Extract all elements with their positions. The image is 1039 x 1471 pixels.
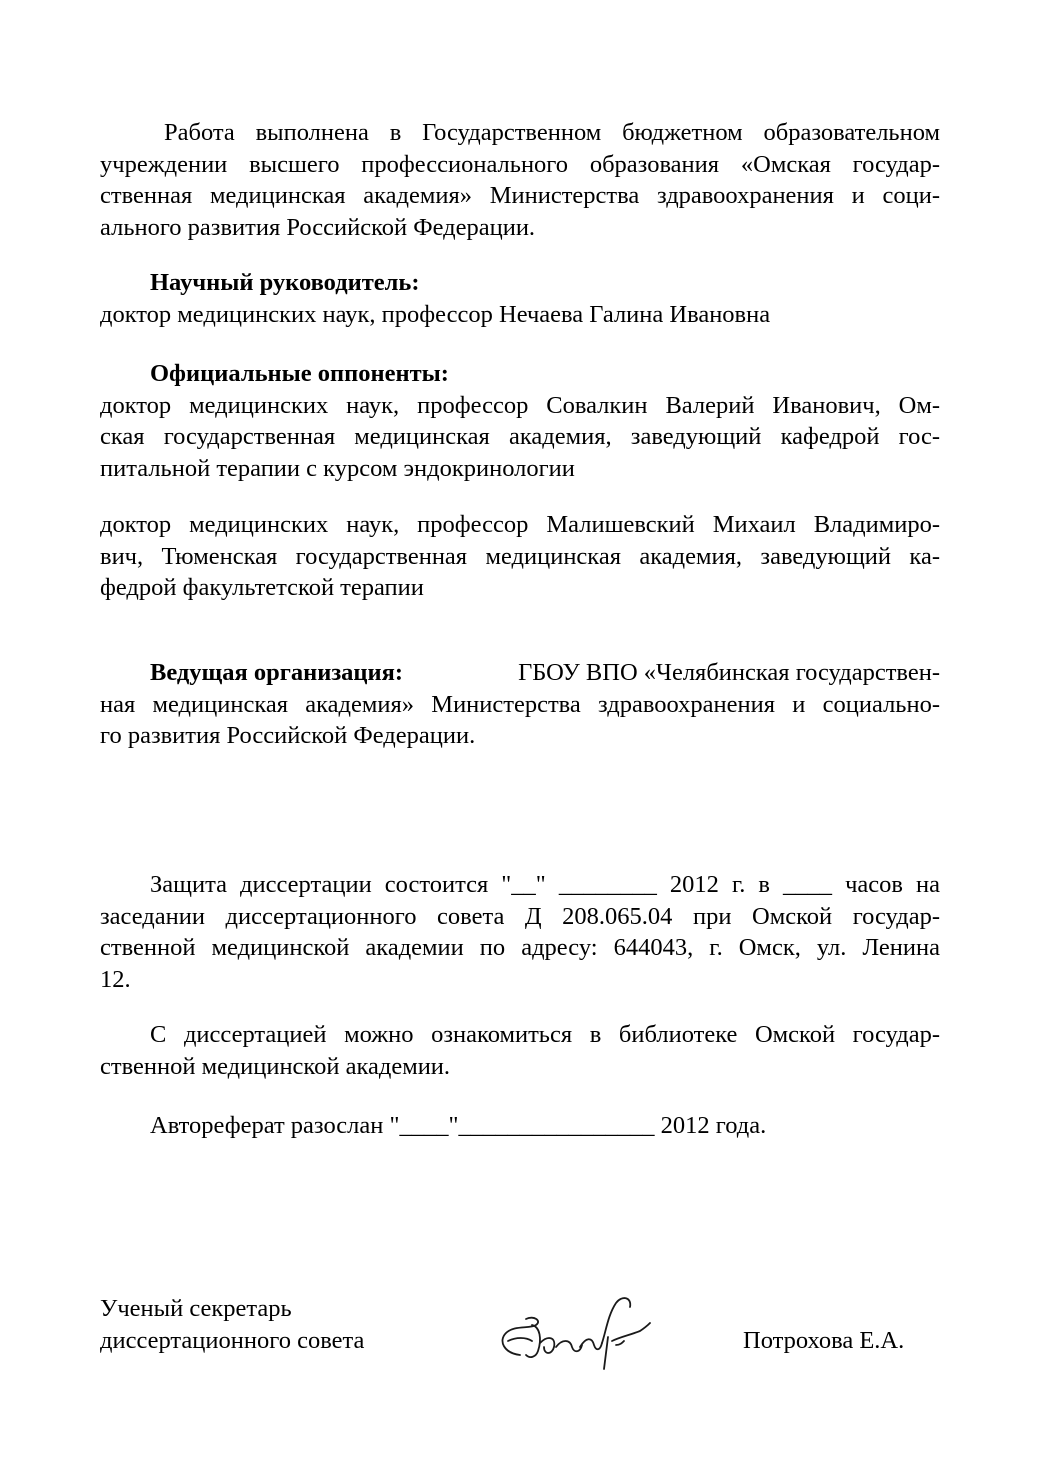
opponent-1-line: ская государственная медицинская академия, заведующий кафедрой гос- <box>100 423 940 450</box>
intro-line: Работа выполнена в Государственном бюджетном образовательном <box>164 119 940 146</box>
leading-org-first-line-rest: ГБОУ ВПО «Челябинская государствен- <box>518 659 940 686</box>
supervisor-heading: Научный руководитель: <box>150 269 420 296</box>
secretary-title-line: Ученый секретарь <box>100 1295 292 1322</box>
opponent-2-line: вич, Тюменская государственная медицинская академия, заведующий ка- <box>100 542 940 570</box>
secretary-name: Потрохова Е.А. <box>743 1327 905 1354</box>
defense-line: заседании диссертационного совета Д 208.065.04 при Омской государ- <box>100 902 940 930</box>
opponent-2-line: доктор медицинских наук, профессор Малишевский Михаил Владимиро- <box>100 511 940 538</box>
defense-line: ственной медицинской академии по адресу: 644043, г. Омск, ул. Ленина <box>100 934 940 961</box>
opponent-2-line: федрой факультетской терапии <box>100 574 424 601</box>
mailing-paragraph <box>100 1110 940 1142</box>
defense-line: 12. <box>100 965 131 993</box>
mailing-text: Автореферат разослан "____"________________ 2012 года. <box>150 1112 767 1139</box>
supervisor-text: доктор медицинских наук, профессор Нечаева Галина Ивановна <box>100 300 771 328</box>
opponents-section <box>100 358 940 484</box>
opponent-2-section <box>100 509 940 604</box>
opponents-heading: Официальные оппоненты: <box>150 360 449 387</box>
defense-paragraph <box>100 869 940 995</box>
leading-org-line: го развития Российской Федерации. <box>100 722 476 749</box>
signature-block <box>100 1293 940 1383</box>
opponent-1-line: питальной терапии с курсом эндокринологии <box>100 454 575 482</box>
library-paragraph <box>100 1019 940 1082</box>
defense-line: Защита диссертации состоится "__" ________ 2012 г. в ____ часов на <box>150 871 940 898</box>
handwritten-signature <box>490 1285 670 1375</box>
leading-org-heading: Ведущая организация: <box>150 659 404 686</box>
secretary-title-line: диссертационного совета <box>100 1326 365 1354</box>
opponent-1-line: доктор медицинских наук, профессор Совалкин Валерий Иванович, Ом- <box>100 391 940 419</box>
leading-org-section <box>100 657 940 752</box>
leading-org-first-line <box>100 657 940 689</box>
library-line: ственной медицинской академии. <box>100 1052 451 1080</box>
intro-paragraph <box>100 117 940 243</box>
secretary-title <box>100 1293 364 1356</box>
intro-line: учреждении высшего профессионального образования «Омская государ- <box>100 150 940 178</box>
leading-org-line: ная медицинская академия» Министерства здравоохранения и социально- <box>100 690 940 718</box>
library-line: С диссертацией можно ознакомиться в библиотеке Омской государ- <box>150 1021 940 1048</box>
intro-line: ственная медицинская академия» Министерства здравоохранения и соци- <box>100 182 940 209</box>
intro-line: ального развития Российской Федерации. <box>100 213 536 241</box>
supervisor-section <box>100 267 940 330</box>
